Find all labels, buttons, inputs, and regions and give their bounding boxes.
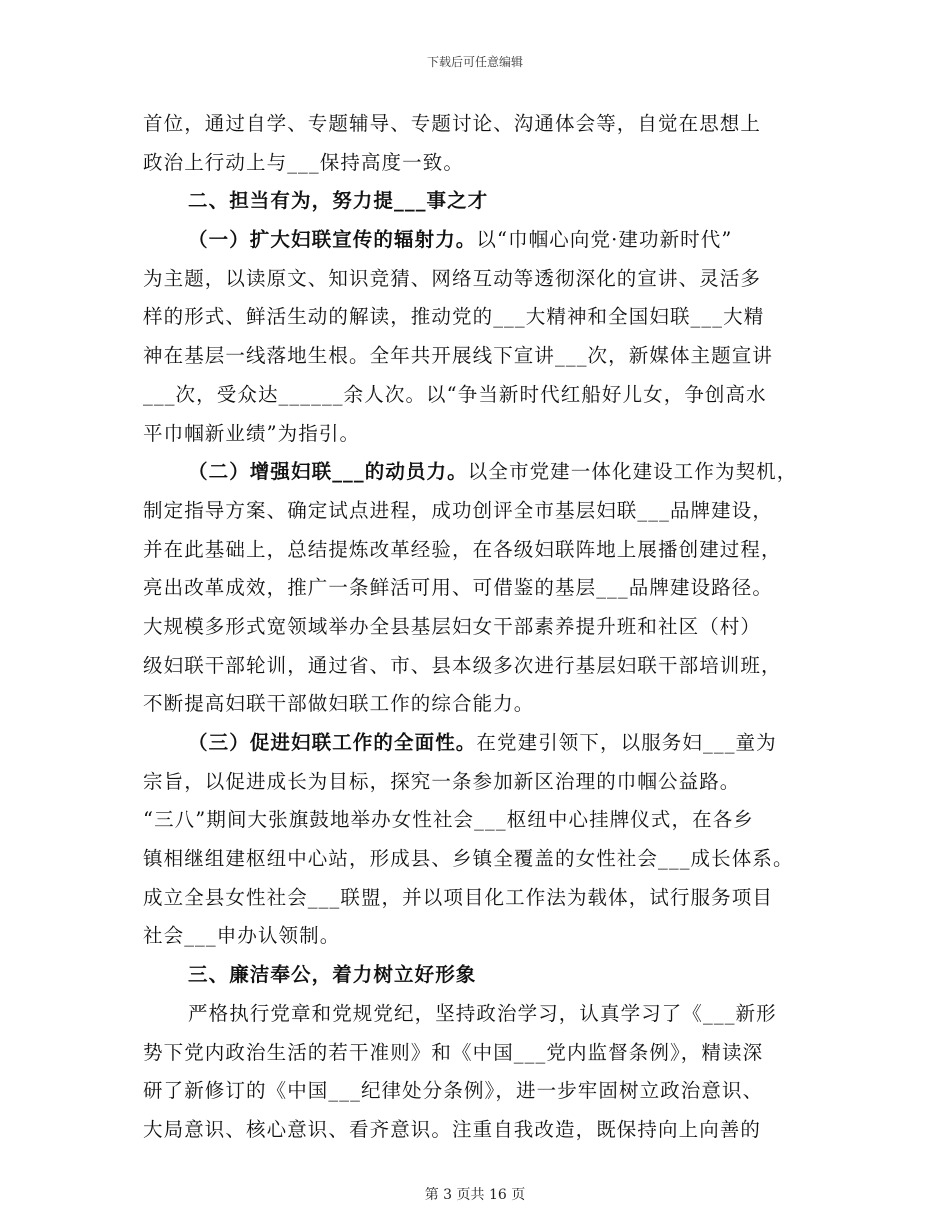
text-line: 亮出改革成效，推广一条鲜活可用、可借鉴的基层___品牌建设路径。 (143, 576, 773, 600)
text-line: 首位，通过自学、专题辅导、专题讨论、沟通体会等，自觉在思想上 (143, 112, 762, 135)
text-line: 并在此基础上，总结提炼改革经验，在各级妇联阵地上展播创建过程， (143, 537, 782, 561)
section-heading: 二、担当有为，努力提___事之才 (188, 189, 489, 213)
text-line: 成立全县女性社会___联盟，并以项目化工作法为载体，试行服务项目 (143, 885, 773, 909)
text-line: 社会___申办认领制。 (143, 924, 341, 948)
text-line: “三八”期间大张旗鼓地举办女性社会___枢纽中心挂牌仪式，在各乡 (143, 808, 754, 832)
text-line: 级妇联干部轮训，通过省、市、县本级多次进行基层妇联干部培训班， (143, 653, 782, 677)
text-line: 平巾帼新业绩”为指引。 (143, 421, 361, 445)
section-heading: 三、廉洁奉公，着力树立好形象 (188, 963, 477, 987)
paragraph-lead: （三）促进妇联工作的全面性。 (188, 731, 477, 754)
text-line: 样的形式、鲜活生动的解读，推动党的___大精神和全国妇联___大精 (143, 305, 765, 329)
text-line: 宗旨，以促进成长为目标，探究一条参加新区治理的巾帼公益路。 (143, 769, 741, 793)
paragraph-first-line (143, 724, 823, 763)
text-line: 大规模多形式宽领域举办全县基层妇女干部素养提升班和社区（村） (143, 614, 762, 638)
text-line: 为主题，以读原文、知识竞猜、网络互动等透彻深化的宣讲、灵活多 (143, 266, 762, 290)
text-line: 神在基层一线落地生根。全年共开展线下宣讲___次，新媒体主题宣讲 (143, 344, 773, 368)
text-line: 大局意识、核心意识、看齐意识。注重自我改造，既保持向上向善的 (143, 1117, 762, 1141)
paragraph-text: 以全市党建一体化建设工作为契机， (467, 460, 798, 484)
paragraph-lead: （一）扩大妇联宣传的辐射力。 (188, 228, 477, 252)
text-line: 政治上行动上与___保持高度一致。 (143, 150, 464, 174)
page-footer: 第 3 页共 16 页 (424, 1187, 526, 1203)
text-line: 不断提高妇联干部做妇联工作的综合能力。 (143, 692, 535, 716)
page-header: 下载后可任意编辑 (426, 55, 523, 69)
paragraph-text: 在党建引领下，以服务妇___童为 (476, 731, 777, 754)
text-line: 制定指导方案、确定试点进程，成功创评全市基层妇联___品牌建设， (143, 498, 773, 522)
text-line: ___次，受众达______余人次。以“争当新时代红船好儿女，争创高水 (143, 382, 767, 406)
text-line: 镇相继组建枢纽中心站，形成县、乡镇全覆盖的女性社会___成长体系。 (143, 847, 794, 871)
text-line: 势下党内政治生活的若干准则》和《中国___党内监督条例》，精读深 (143, 1040, 764, 1064)
paragraph-text: 以“巾帼心向党·建功新时代” (476, 228, 733, 252)
document-body (143, 105, 823, 1150)
paragraph-first-line: 严格执行党章和党规党纪，坚持政治学习，认真学习了《___新形 (188, 1001, 777, 1025)
text-line: 研了新修订的《中国___纪律处分条例》，进一步牢固树立政治意识、 (143, 1079, 764, 1103)
paragraph-first-line (143, 453, 823, 492)
paragraph-lead: （二）增强妇联___的动员力。 (188, 460, 468, 484)
paragraph-first-line (143, 221, 823, 260)
